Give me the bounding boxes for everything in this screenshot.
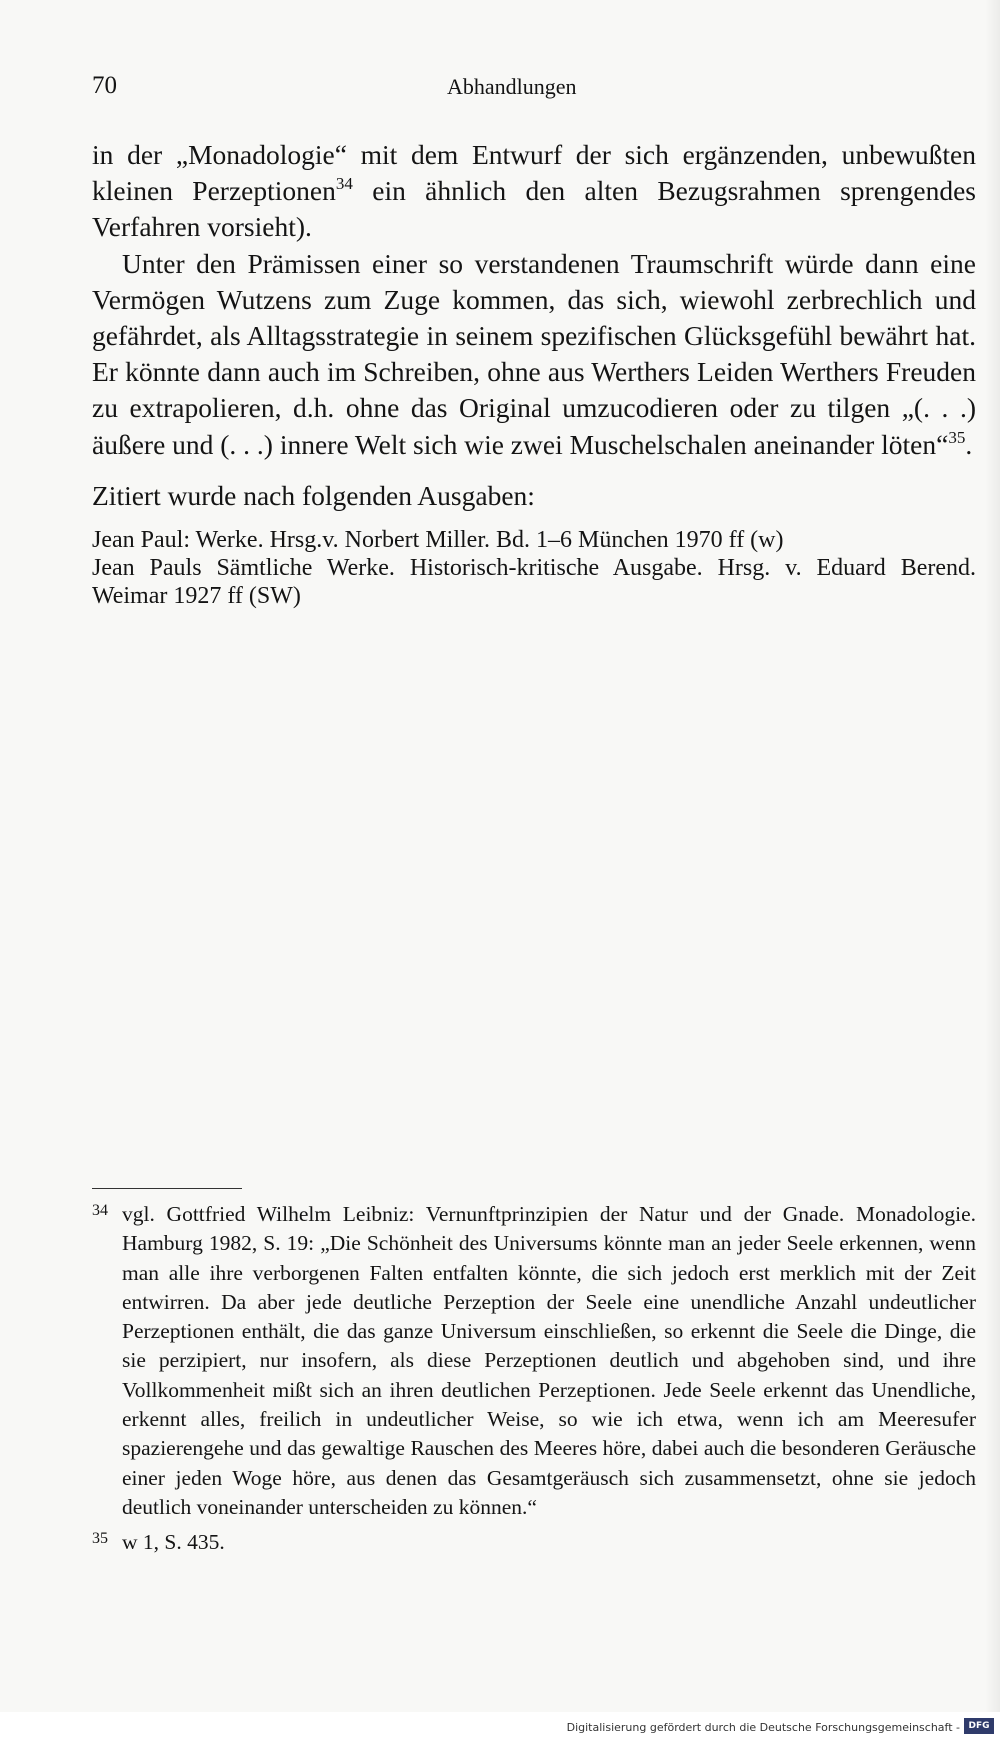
footnote-text: vgl. Gottfried Wilhelm Leibniz: Vernunftprinzipien der Natur und der Gnade. Monadologie. Hamburg 1982, S. 19: „Die Schönheit des Universums könnte man an jeder Seele erkennen, wenn man alle ihre verborgenen Falten entfalten könnte, die sich jedoch erst merklich mit der Zeit entwirren. Da aber jede deutliche Perzeption der Seele eine unendliche Anzahl undeutlicher Perzeptionen enthält, die das ganze Universum einschließen, so erkennt die Seele die Dinge, die sie perzipiert, nur insofern, als diese Perzeptionen deutlich und abgehoben sind, und ihre Vollkommenheit mißt sich an ihren deutlichen Perzeptionen. Jede Seele erkennt das Unendliche, erkennt alles, freilich in undeutlicher Weise, so wie ich etwa, wenn ich am Meeresufer spazierengehe und das gewaltige Rauschen des Meeres höre, dabei auch die besonderen Geräusche einer jeden Woge höre, aus denen das Gesamtgeräusch sich zusammensetzt, ohne sie jedoch deutlich voneinander unterscheiden zu können.“ xyxy=(122,1202,976,1519)
paragraph-1-tail: ein ähnlich den alten Bezugsrahmen sprengendes Verfahren vorsieht). xyxy=(92,175,977,243)
paragraph-1 xyxy=(92,137,976,246)
digitization-credit: Digitalisierung gefördert durch die Deutsche Forschungsgemeinschaft - xyxy=(566,1721,960,1734)
bibliography-entry: Jean Pauls Sämtliche Werke. Historisch-kritische Ausgabe. Hrsg. v. Eduard Berend. Weimar 1927 ff (SW) xyxy=(92,555,976,610)
footnote-text: w 1, S. 435. xyxy=(122,1530,225,1555)
paragraph-2 xyxy=(92,246,976,463)
footnote-ref-34: 34 xyxy=(335,174,353,194)
page-number: 70 xyxy=(92,72,117,99)
paragraph-2-tail: . xyxy=(965,428,973,460)
footnote-number: 34 xyxy=(92,1202,108,1219)
main-text xyxy=(92,137,976,610)
footnote-ref-35: 35 xyxy=(948,427,966,447)
page-edge-shadow xyxy=(985,0,1000,1712)
footnotes xyxy=(92,1200,976,1564)
footnote-34 xyxy=(92,1200,976,1522)
dfg-logo: DFG xyxy=(964,1718,994,1734)
footnote-number: 35 xyxy=(92,1530,108,1548)
footnote-separator xyxy=(92,1188,242,1189)
paragraph-2-text: Unter den Prämissen einer so verstandenen Traumschrift würde dann eine Vermögen Wutzens zum Zuge kommen, das sich, wiewohl zerbrechlich und gefährdet, als Alltagsstrategie in seinem spezifischen Glücksgefühl bewährt hat. Er könnte dann auch im Schreiben, ohne aus Werthers Leiden Werthers Freuden zu extrapolieren, d.h. ohne das Original umzucodieren oder zu tilgen „(. . .) äußere und (. . .) innere Welt sich wie zwei Muschelschalen aneinander löten“ xyxy=(92,247,976,460)
sources-heading: Zitiert wurde nach folgenden Ausgaben: xyxy=(92,479,535,511)
footnote-35 xyxy=(92,1528,976,1557)
paragraph-1-text: in der „Monadologie“ mit dem Entwurf der sich ergänzenden, unbewußten kleinen Perzeptionen xyxy=(92,139,976,207)
bibliography-entry: Jean Paul: Werke. Hrsg.v. Norbert Miller. Bd. 1–6 München 1970 ff (w) xyxy=(92,527,784,554)
running-head: Abhandlungen xyxy=(447,74,577,99)
